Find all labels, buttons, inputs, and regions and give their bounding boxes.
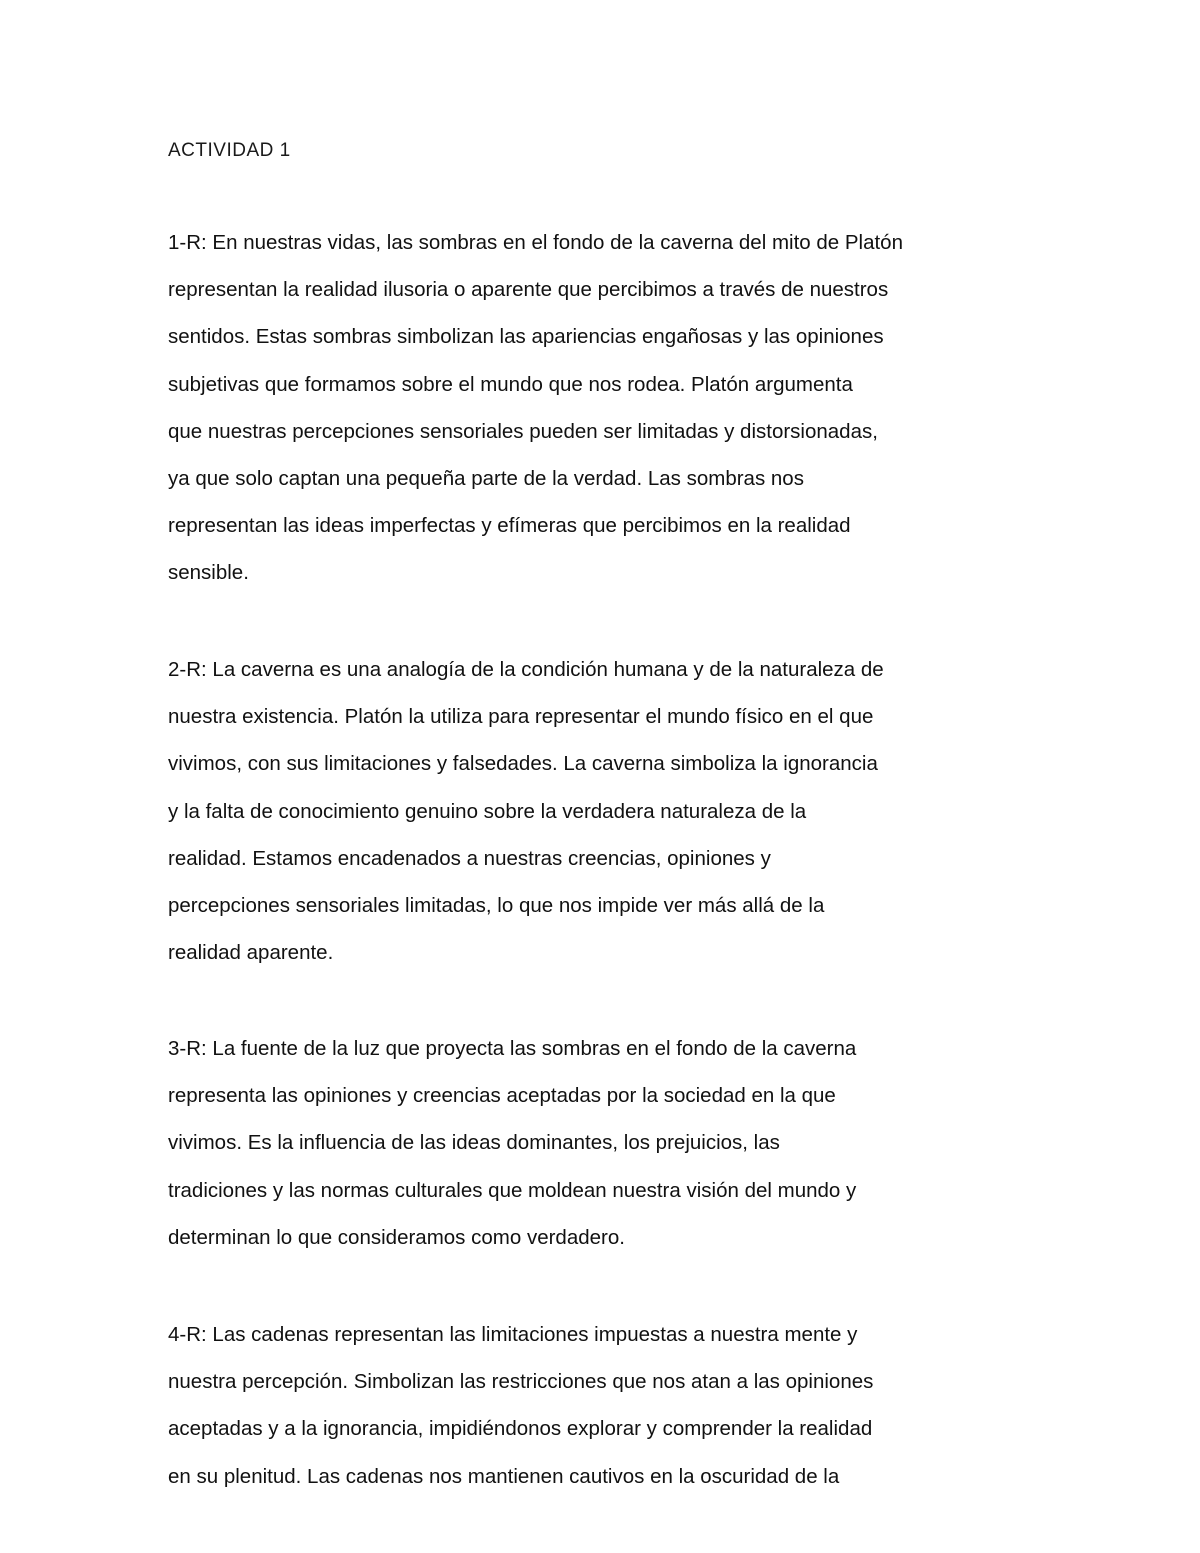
text-line: representa las opiniones y creencias aceptadas por la sociedad en la que <box>168 1084 836 1108</box>
text-line: ya que solo captan una pequeña parte de la verdad. Las sombras nos <box>168 466 804 490</box>
text-line: y la falta de conocimiento genuino sobre la verdadera naturaleza de la <box>168 799 807 823</box>
answer-paragraph-3 <box>168 1034 968 1270</box>
text-line: realidad aparente. <box>168 941 334 965</box>
text-line: nuestra existencia. Platón la utiliza para representar el mundo físico en el que <box>168 705 874 729</box>
text-line: sensible. <box>168 561 249 585</box>
text-line: determinan lo que consideramos como verdadero. <box>168 1225 625 1249</box>
answer-paragraph-2 <box>168 655 968 985</box>
answer-paragraph-1 <box>168 228 968 606</box>
text-line: 3-R: La fuente de la luz que proyecta las sombras en el fondo de la caverna <box>168 1037 857 1060</box>
text-line: 2-R: La caverna es una analogía de la condición humana y de la naturaleza de <box>168 658 884 681</box>
text-line: nuestra percepción. Simbolizan las restricciones que nos atan a las opiniones <box>168 1370 874 1394</box>
text-line: tradiciones y las normas culturales que moldean nuestra visión del mundo y <box>168 1178 857 1202</box>
text-line: aceptadas y a la ignorancia, impidiéndonos explorar y comprender la realidad <box>168 1417 873 1441</box>
document-heading: ACTIVIDAD 1 <box>168 140 291 161</box>
text-line: realidad. Estamos encadenados a nuestras creencias, opiniones y <box>168 846 771 870</box>
text-line: que nuestras percepciones sensoriales pueden ser limitadas y distorsionadas, <box>168 419 878 443</box>
text-line: representan las ideas imperfectas y efímeras que percibimos en la realidad <box>168 514 851 538</box>
text-line: percepciones sensoriales limitadas, lo que nos impide ver más allá de la <box>168 893 825 917</box>
text-line: en su plenitud. Las cadenas nos mantienen cautivos en la oscuridad de la <box>168 1464 840 1488</box>
text-line: vivimos, con sus limitaciones y falsedades. La caverna simboliza la ignorancia <box>168 752 878 776</box>
text-line: vivimos. Es la influencia de las ideas dominantes, los prejuicios, las <box>168 1131 780 1155</box>
text-line: sentidos. Estas sombras simbolizan las apariencias engañosas y las opiniones <box>168 325 884 349</box>
text-line: 1-R: En nuestras vidas, las sombras en el fondo de la caverna del mito de Platón <box>168 231 903 254</box>
answer-paragraph-4 <box>168 1320 968 1509</box>
text-line: 4-R: Las cadenas representan las limitaciones impuestas a nuestra mente y <box>168 1323 858 1346</box>
text-line: subjetivas que formamos sobre el mundo que nos rodea. Platón argumenta <box>168 372 853 396</box>
text-line: representan la realidad ilusoria o aparente que percibimos a través de nuestros <box>168 278 889 302</box>
